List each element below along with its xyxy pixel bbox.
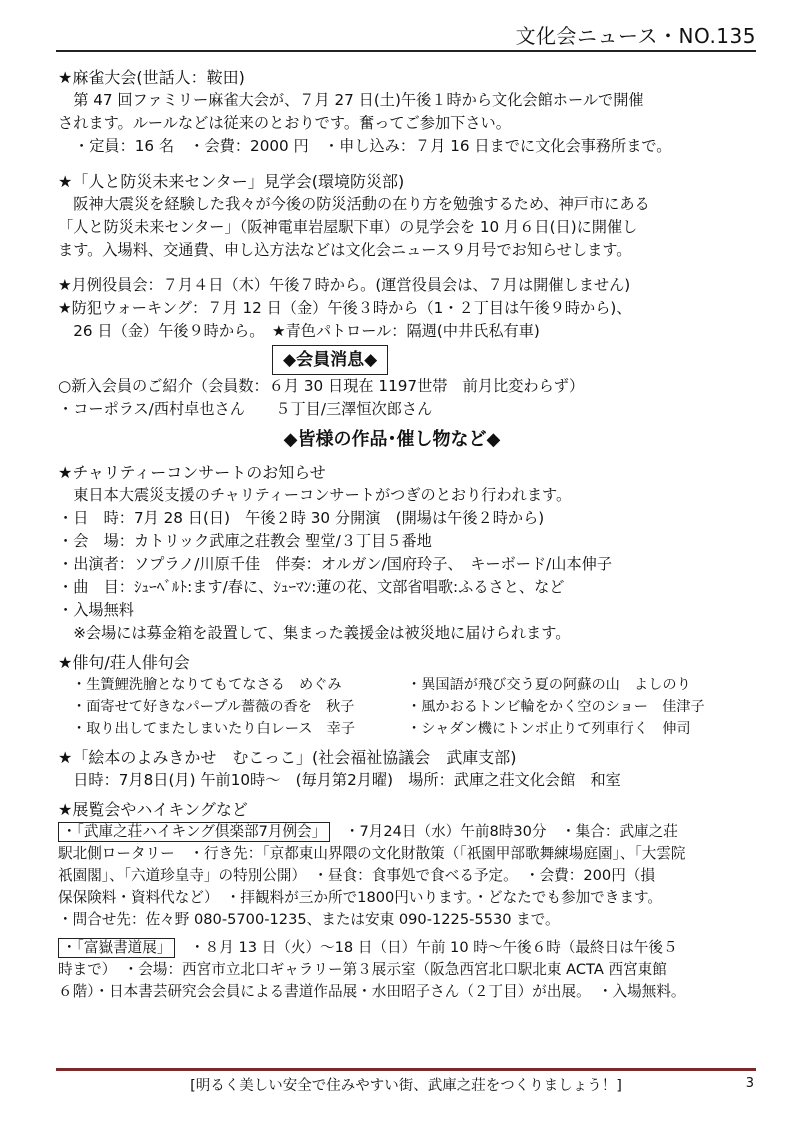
hiking-label: ・「武庫之荘ハイキング倶楽部7月例会」 bbox=[58, 822, 330, 842]
ehon-heading: ★「絵本のよみきかせ むこっこ」(社会福祉協議会 武庫支部) bbox=[58, 748, 517, 767]
concert-intro: 東日本大震災支援のチャリティーコンサートがつぎのとおり行われます。 bbox=[58, 486, 572, 504]
meeting-line-3: 26 日（金）午後９時から。 ★青色パトロール：隔週(中井氏私有車) bbox=[58, 322, 540, 340]
hiking-line-5: ・問合せ先：佐々野 080-5700-1235、または安東 090-1225-5530 まで。 bbox=[58, 911, 560, 928]
members-line-1: ○新入会員のご紹介（会員数：６月 30 日現在 1197世帯 前月比変わらず） bbox=[58, 377, 585, 395]
members-box-title: ◆会員消息◆ bbox=[272, 345, 388, 375]
haiku-left: ・生簀鯉洗膾となりてもてなさる めぐみ bbox=[72, 677, 342, 693]
haiku-right: ・シャダン機にトンボ止りて列車行く 伸司 bbox=[407, 721, 691, 737]
haiku-heading: ★俳句/荘人俳句会 bbox=[58, 653, 190, 672]
page-number: 3 bbox=[745, 1076, 754, 1091]
bousai-heading: ★「人と防災未来センター」見学会(環境防災部) bbox=[58, 172, 405, 191]
concert-program: ・曲 目：ｼｭｰﾍﾞﾙﾄ:ます/春に、ｼｭｰﾏﾝ:蓮の花、文部省唱歌:ふるさと、など bbox=[58, 578, 565, 596]
page-content bbox=[58, 66, 756, 1003]
haiku-right: ・風かおるトンビ輪をかく空のショー 佳津子 bbox=[407, 699, 705, 715]
works-heading: ◆皆様の作品･催し物など◆ bbox=[283, 429, 501, 450]
hiking-line-3: 祇園閣」、「六道珍皇寺」の特別公開） ・昼食：食事処で食べる予定。 ・会費：200円（損 bbox=[58, 867, 656, 884]
bousai-body-2: 「人と防災未来センター」（阪神電車岩屋駅下車）の見学会を 10 月６日(日)に開催し bbox=[58, 218, 638, 236]
newsletter-title: 文化会ニュース・NO.135 bbox=[515, 24, 756, 48]
hiking-line-4: 保保険料・資料代など） ・拝観料が三か所で1800円いります。・どなたでも参加できます。 bbox=[58, 889, 662, 906]
top-rule bbox=[56, 50, 756, 52]
members-line-2: ・コーポラス/西村卓也さん ５丁目/三澤恒次郎さん bbox=[58, 400, 433, 418]
mahjong-details: ・定員：16 名 ・会費：2000 円 ・申し込み：７月 16 日までに文化会事務所まで。 bbox=[74, 137, 672, 155]
concert-performers: ・出演者：ソプラノ/川原千佳 伴奏：オルガン/国府玲子、 キーボード/山本伸子 bbox=[58, 555, 613, 573]
hiking-line-1: ・7月24日（水）午前8時30分 ・集合：武庫之荘 bbox=[330, 823, 678, 840]
concert-venue: ・会 場：カトリック武庫之荘教会 聖堂/３丁目５番地 bbox=[58, 532, 432, 550]
concert-note: ※会場には募金箱を設置して、集まった義援金は被災地に届けられます。 bbox=[58, 624, 571, 642]
calligraphy-line-1: ・８月 13 日（火）～18 日（日）午前 10 時～午後６時（最終日は午後５ bbox=[175, 939, 678, 956]
haiku-left: ・面寄せて好きなパープル薔薇の香を 秋子 bbox=[72, 699, 355, 715]
haiku-list bbox=[58, 674, 756, 740]
exhibitions-heading: ★展覧会やハイキングなど bbox=[58, 800, 248, 819]
calligraphy-block bbox=[58, 937, 756, 1003]
concert-heading: ★チャリティーコンサートのお知らせ bbox=[58, 463, 326, 482]
concert-admission: ・入場無料 bbox=[58, 601, 134, 619]
haiku-left: ・取り出してまたしまいたり白レース 幸子 bbox=[72, 721, 356, 737]
haiku-right: ・異国語が飛び交う夏の阿蘇の山 よしのり bbox=[407, 677, 691, 693]
mahjong-body-1: 第 47 回ファミリー麻雀大会が、７月 27 日(土)午後１時から文化会館ホールで開催 bbox=[58, 91, 644, 109]
mahjong-heading: ★麻雀大会(世話人：鞍田) bbox=[58, 68, 245, 87]
footer-slogan: [明るく美しい安全で住みやすい街、武庫之荘をつくりましょう！] bbox=[190, 1078, 622, 1094]
meeting-line-2: ★防犯ウォーキング：７月 12 日（金）午後３時から（1・２丁目は午後９時から)、 bbox=[58, 299, 632, 317]
calligraphy-line-2: 時まで） ・会場：西宮市立北口ギャラリー第３展示室（阪急西宮北口駅北東 ACTA 西宮東館 bbox=[58, 961, 667, 978]
ehon-details: 日時：7月8日(月) 午前10時～ (毎月第2月曜) 場所：武庫之荘文化会館 和室 bbox=[58, 771, 621, 789]
calligraphy-line-3: ６階）・日本書芸研究会会員による書道作品展・水田昭子さん（２丁目）が出展。 ・入場無料。 bbox=[58, 983, 686, 1000]
bottom-rule bbox=[56, 1068, 756, 1071]
hiking-line-2: 駅北側ロータリー ・行き先：「京都東山界隈の文化財散策（「祇園甲部歌舞練場庭園」、「大雲院 bbox=[58, 845, 686, 862]
bousai-body-3: ます。入場料、交通費、申し込方法などは文化会ニュース９月号でお知らせします。 bbox=[58, 241, 632, 259]
hiking-block bbox=[58, 821, 756, 931]
mahjong-body-2: されます。ルールなどは従来のとおりです。奮ってご参加下さい。 bbox=[58, 114, 511, 132]
haiku-row bbox=[58, 674, 756, 696]
haiku-row bbox=[58, 718, 756, 740]
concert-date: ・日 時：7月 28 日(日) 午後２時 30 分開演 (開場は午後２時から) bbox=[58, 509, 545, 527]
bousai-body-1: 阪神大震災を経験した我々が今後の防災活動の在り方を勉強するため、神戸市にある bbox=[58, 195, 650, 213]
haiku-row bbox=[58, 696, 756, 718]
meeting-line-1: ★月例役員会：７月４日（木）午後７時から。(運営役員会は、７月は開催しません) bbox=[58, 276, 631, 294]
calligraphy-label: ・「富嶽書道展」 bbox=[58, 938, 175, 958]
